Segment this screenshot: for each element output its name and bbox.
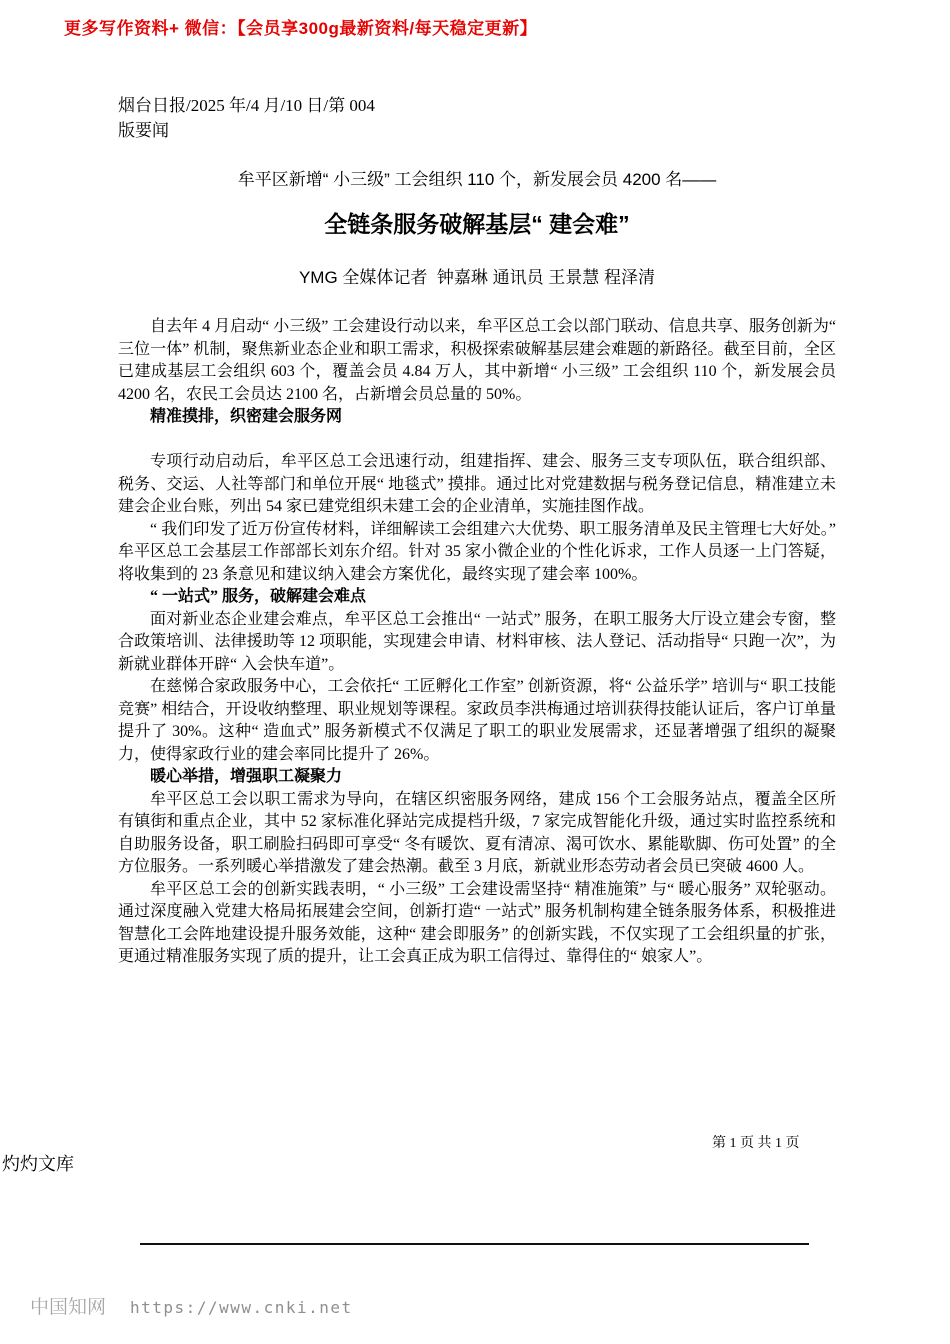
library-watermark: 灼灼文库	[2, 1154, 74, 1174]
source-line-2: 版要闻	[118, 121, 169, 140]
source-line-1: 烟台日报/2025 年/4 月/10 日/第 004	[118, 96, 375, 115]
article-title: 全链条服务破解基层“ 建会难”	[324, 211, 630, 237]
article-paragraph: “ 我们印发了近万份宣传材料，详细解读工会组建六大优势、职工服务清单及民主管理七大好处。” 牟平区总工会基层工作部部长刘东介绍。针对 35 家小微企业的个性化诉求，工作人员逐一上门答疑，将收集到的 23 条意见和建议纳入建会方案优化，最终实现了建会率 100%。	[118, 520, 836, 583]
section-subhead: 暖心举措，增强职工凝聚力	[150, 768, 343, 785]
article-body	[118, 316, 836, 969]
section-subhead: “ 一站式” 服务，破解建会难点	[150, 588, 367, 605]
cnki-url-link[interactable]: https://www.cnki.net	[130, 1298, 353, 1317]
document-page	[118, 93, 836, 969]
page-number-indicator: 第 1 页 共 1 页	[712, 1136, 800, 1151]
cnki-footer	[30, 1292, 353, 1319]
promo-banner: 更多写作资料+ 微信：【会员享300g最新资料/每天稳定更新】	[64, 19, 538, 38]
section-subhead: 精准摸排，织密建会服务网	[150, 408, 343, 425]
article-paragraph: 自去年 4 月启动“ 小三级” 工会建设行动以来，牟平区总工会以部门联动、信息共享、服务创新为“ 三位一体” 机制，聚焦新业态企业和职工需求，积极探索破解基层建会难题的新路径。截至目前，全区已建成基层工会组织 603 个，覆盖会员 4.84 万人，其中新增“ 小三级” 工会组织 110 个，新发展会员 4200 名，农民工会员达 2100 名，占新增会员总量的 50%。	[118, 318, 836, 403]
article-paragraph: 牟平区总工会以职工需求为导向，在辖区织密服务网络，建成 156 个工会服务站点，覆盖全区所有镇街和重点企业，其中 52 家标准化驿站完成提档升级，7 家完成智能化升级，通过实时监控系统和自助服务设备，职工刷脸扫码即可享受“ 冬有暖饮、夏有清凉、渴可饮水、累能歇脚、伤可处置” 的全方位服务。一系列暖心举措激发了建会热潮。截至 3 月底，新就业形态劳动者会员已突破 4600 人。	[118, 790, 836, 875]
paragraph-spacer	[118, 429, 836, 452]
source-citation	[118, 93, 836, 143]
cnki-logo-text: 中国知网	[30, 1297, 107, 1318]
article-subtitle: 牟平区新增“ 小三级” 工会组织 110 个，新发展会员 4200 名——	[237, 170, 717, 189]
article-byline: YMG 全媒体记者 钟嘉琳 通讯员 王景慧 程泽清	[298, 268, 656, 287]
article-paragraph: 牟平区总工会的创新实践表明，“ 小三级” 工会建设需坚持“ 精准施策” 与“ 暖心服务” 双轮驱动。通过深度融入党建大格局拓展建会空间，创新打造“ 一站式” 服务机制构建全链条服务体系，积极推进智慧化工会阵地建设提升服务效能，这种“ 建会即服务” 的创新实践，不仅实现了工会组织量的扩张，更通过精准服务实现了质的提升，让工会真正成为职工信得过、靠得住的“ 娘家人”。	[118, 880, 836, 965]
article-paragraph: 专项行动启动后，牟平区总工会迅速行动，组建指挥、建会、服务三支专项队伍，联合组织部、税务、交运、人社等部门和单位开展“ 地毯式” 摸排。通过比对党建数据与税务登记信息，精准建立未建会企业台账，列出 54 家已建党组织未建工会的企业清单，实施挂图作战。	[118, 453, 836, 515]
footer-divider	[140, 1243, 809, 1245]
article-paragraph: 在慈悌合家政服务中心，工会依托“ 工匠孵化工作室” 创新资源，将“ 公益乐学” 培训与“ 职工技能竞赛” 相结合，开设收纳整理、职业规划等课程。家政员李洪梅通过培训获得技能认证后，客户订单量提升了 30%。这种“ 造血式” 服务新模式不仅满足了职工的职业发展需求，还显著增强了组织的凝聚力，使得家政行业的建会率同比提升了 26%。	[118, 678, 836, 763]
article-paragraph: 面对新业态企业建会难点，牟平区总工会推出“ 一站式” 服务，在职工服务大厅设立建会专窗，整合政策培训、法律援助等 12 项职能，实现建会申请、材料审核、法人登记、活动指导“ 只跑一次”，为新就业群体开辟“ 入会快车道”。	[118, 610, 836, 673]
